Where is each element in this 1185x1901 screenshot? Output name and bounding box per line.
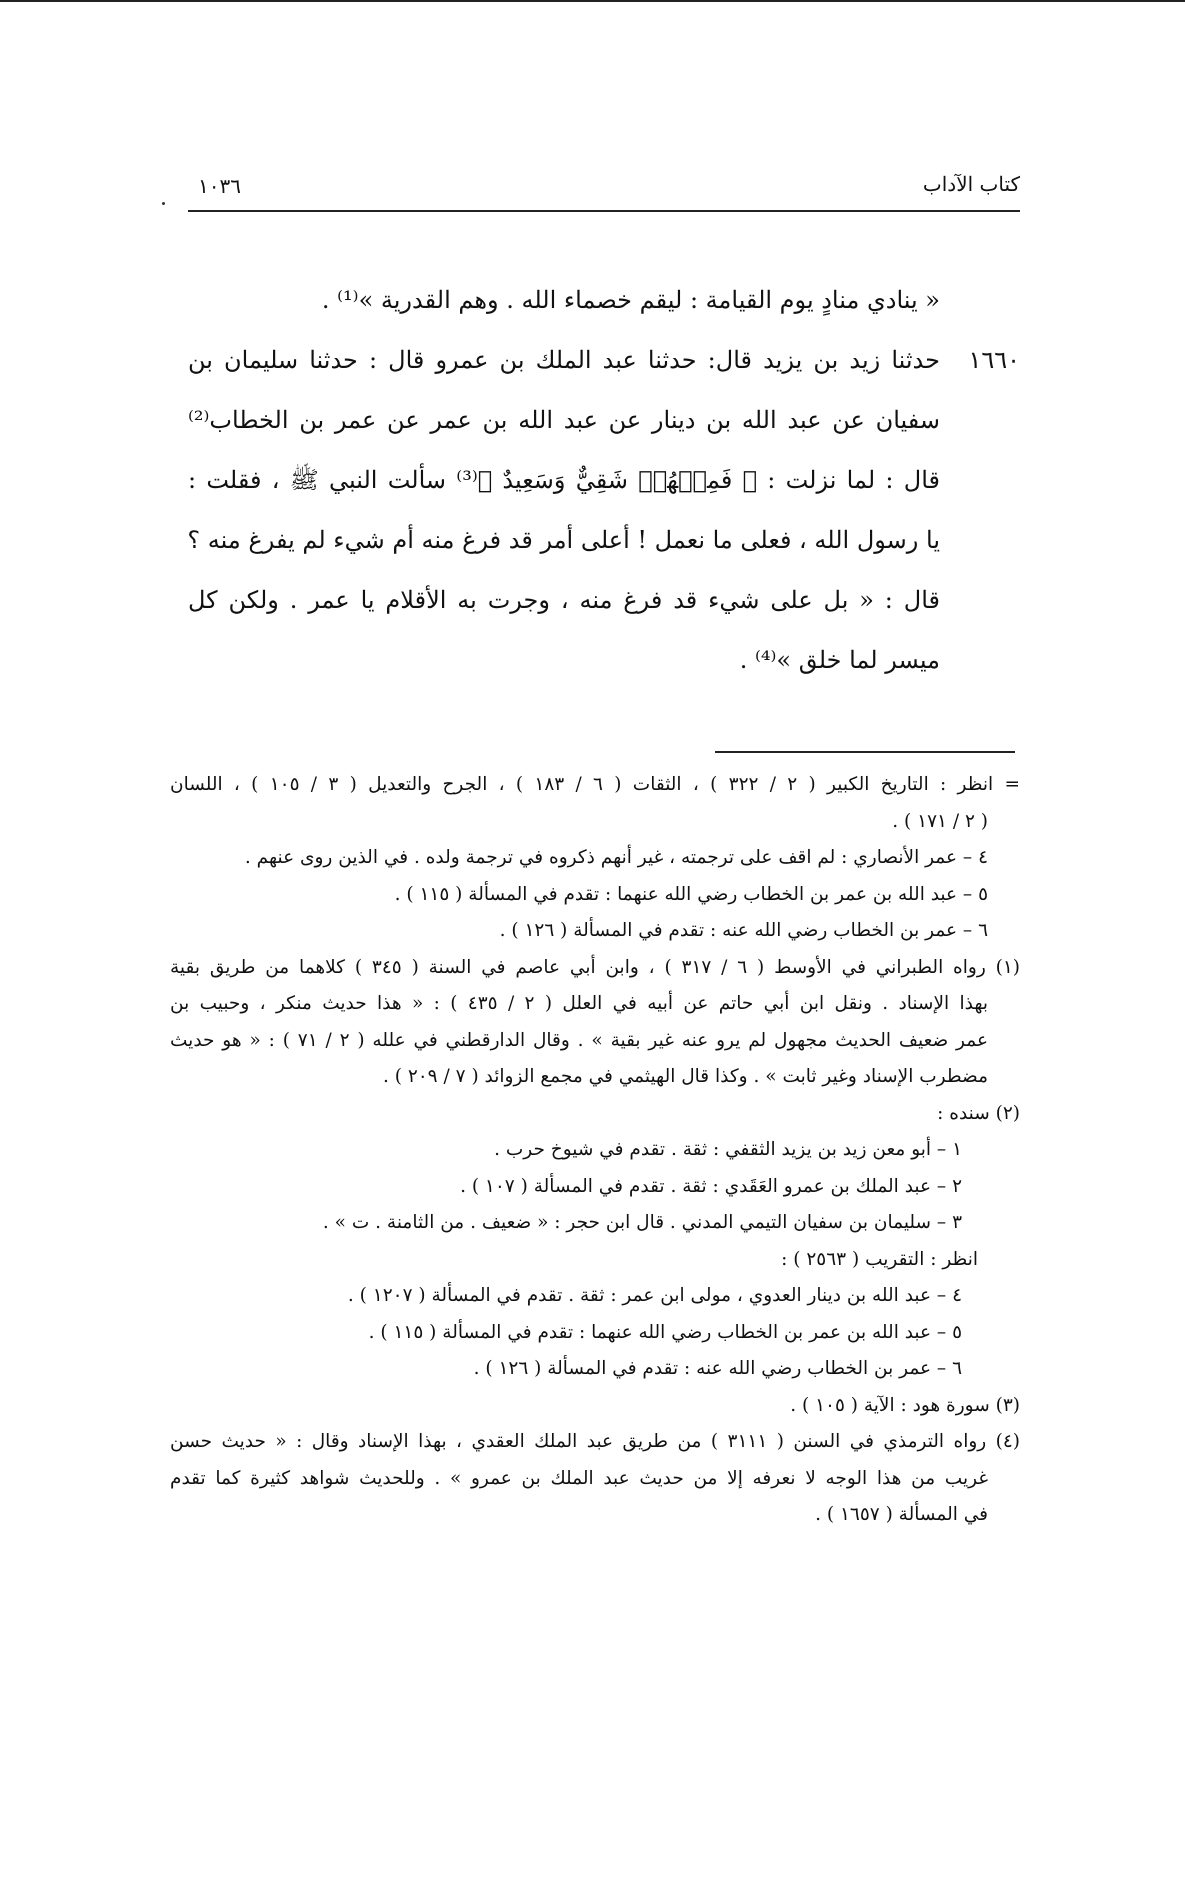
footnote-2-item: ١ – أبو معن زيد بن يزيد الثقفي : ثقة . تقدم في شيوخ حرب . [494, 1139, 962, 1160]
footnote-2-reference: انظر : التقريب ( ٢٥٦٣ ) : [781, 1248, 978, 1270]
footnote-2-item: ٥ – عبد الله بن عمر بن الخطاب رضي الله عنهما : تقدم في المسألة ( ١١٥ ) . [368, 1321, 962, 1343]
hadith-line: قال : لما نزلت : ﴿ فَمِنۡهُمۡ شَقِيٌّ وَسَعِيدٌ ﴾⁽³⁾ سألت النبي ﷺ ، فقلت : [188, 466, 940, 494]
hadith-line: يا رسول الله ، فعلى ما نعمل ! أعلى أمر قد فرغ منه أم شيء لم يفرغ منه ؟ [187, 526, 940, 554]
hadith-line: حدثنا زيد بن يزيد قال: حدثنا عبد الملك بن عمرو قال : حدثنا سليمان بن [188, 346, 940, 374]
footnote-1-line: عمر ضعيف الحديث مجهول لم يرو عنه غير بقية » . وقال الدارقطني في علله ( ٢ / ٧١ ) : « هو حديث [170, 1029, 988, 1051]
footnotes [170, 767, 1020, 1534]
footnote-1-line: (١) رواه الطبراني في الأوسط ( ٦ / ٣١٧ ) ، وابن أبي عاصم في السنة ( ٣٤٥ ) كلاهما من طريق بقية [170, 956, 1020, 978]
hadith-number: ١٦٦٠ [968, 346, 1020, 374]
footnote-2-heading: (٢) سنده : [937, 1102, 1020, 1124]
footnote-4-line: غريب من هذا الوجه لا نعرفه إلا من حديث عبد الملك بن عمرو » . وللحديث شواهد كثيرة كما تقدم [170, 1467, 988, 1489]
margin-dot [162, 202, 165, 205]
hadith-line: سفيان عن عبد الله بن دينار عن عبد الله بن عمر عن عمر بن الخطاب⁽²⁾ [188, 406, 940, 434]
scan-top-edge [0, 0, 1185, 2]
footnote-4-line: (٤) رواه الترمذي في السنن ( ٣١١١ ) من طريق عبد الملك العقدي ، بهذا الإسناد وقال : « حديث حسن [170, 1431, 1020, 1452]
footnote-3: (٣) سورة هود : الآية ( ١٠٥ ) . [790, 1394, 1020, 1416]
intro-line: « ينادي منادٍ يوم القيامة : ليقم خصماء الله . وهم القدرية »⁽¹⁾ . [321, 286, 940, 314]
footnote-line: ٥ – عبد الله بن عمر بن الخطاب رضي الله عنهما : تقدم في المسألة ( ١١٥ ) . [394, 883, 988, 905]
footnote-line: = انظر : التاريخ الكبير ( ٢ / ٣٢٢ ) ، الثقات ( ٦ / ١٨٣ ) ، الجرح والتعديل ( ٣ / ١٠٥ ) ، اللسان [170, 774, 1020, 795]
footnote-2-item: ٢ – عبد الملك بن عمرو العَقَدي : ثقة . تقدم في المسألة ( ١٠٧ ) . [460, 1175, 962, 1197]
footnote-separator [715, 751, 1015, 753]
footnote-2-item: ٦ – عمر بن الخطاب رضي الله عنه : تقدم في المسألة ( ١٢٦ ) . [473, 1358, 962, 1379]
hadith-body [188, 330, 940, 690]
book-title: كتاب الآداب [922, 172, 1020, 196]
footnote-1-line: بهذا الإسناد . ونقل ابن أبي حاتم عن أبيه في العلل ( ٢ / ٤٣٥ ) : « هذا حديث منكر ، وحبيب بن [170, 993, 989, 1014]
footnote-2-item: ٤ – عبد الله بن دينار العدوي ، مولى ابن عمر : ثقة . تقدم في المسألة ( ١٢٠٧ ) . [347, 1285, 962, 1306]
footnote-line: ٦ – عمر بن الخطاب رضي الله عنه : تقدم في المسألة ( ١٢٦ ) . [499, 920, 988, 941]
page-number: ١٠٣٦ [198, 174, 241, 198]
page-header [188, 172, 1020, 212]
hadith-block [188, 330, 1020, 690]
header-rule [188, 210, 1020, 212]
footnote-line: ٤ – عمر الأنصاري : لم اقف على ترجمته ، غير أنهم ذكروه في ترجمة ولده . في الذين روى عنهم . [244, 847, 988, 868]
footnote-line: ( ٢ / ١٧١ ) . [892, 810, 988, 832]
hadith-line: قال : « بل على شيء قد فرغ منه ، وجرت به الأقلام يا عمر . ولكن كل [188, 586, 940, 614]
footnote-2-item: ٣ – سليمان بن سفيان التيمي المدني . قال ابن حجر : « ضعيف . من الثامنة . ت » . [322, 1212, 962, 1233]
footnote-4-line: في المسألة ( ١٦٥٧ ) . [815, 1504, 988, 1525]
hadith-line: ميسر لما خلق »⁽⁴⁾ . [739, 646, 940, 674]
main-text [188, 270, 1020, 690]
footnote-1-line: مضطرب الإسناد وغير ثابت » . وكذا قال الهيثمي في مجمع الزوائد ( ٧ / ٢٠٩ ) . [382, 1066, 988, 1087]
